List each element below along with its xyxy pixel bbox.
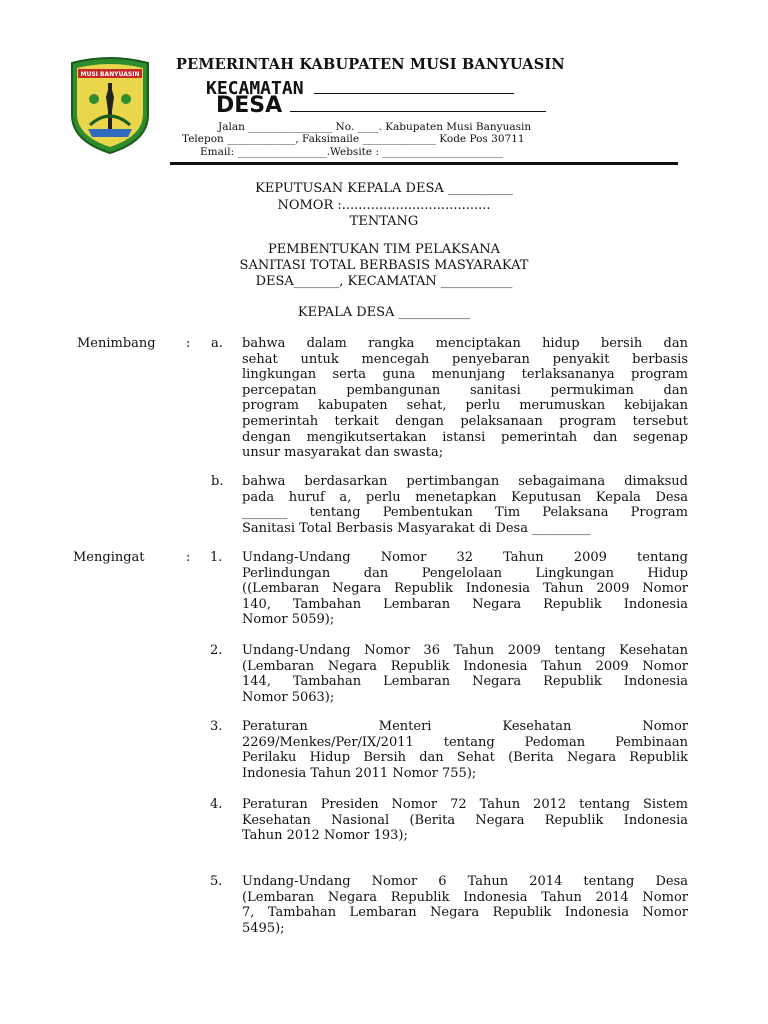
text-line: Sanitasi Total Berbasis Masyarakat di Desa _________ — [242, 520, 591, 536]
mengingat-item-4 — [242, 797, 688, 844]
district-label: KECAMATAN — [206, 78, 304, 99]
address-line: Jalan ________________ No. ____. Kabupaten Musi Banyuasin — [218, 121, 532, 133]
text-line: Peraturan Presiden Nomor 72 Tahun 2012 tentang Sistem — [242, 797, 688, 812]
mengingat-marker-3: 3. — [210, 719, 223, 734]
text-line: Tahun 2012 Nomor 193); — [242, 828, 408, 844]
letterhead-divider — [170, 162, 678, 165]
text-line: Nomor 5063); — [242, 689, 335, 705]
menimbang-colon: : — [186, 336, 191, 351]
menimbang-label: Menimbang — [77, 336, 156, 351]
text-line: Undang-Undang Nomor 36 Tahun 2009 tentang Kesehatan — [242, 643, 688, 658]
text-line: dengan mengikutsertakan istansi pemerintah dan segenap — [242, 429, 688, 445]
text-line: sehat untuk mencegah penyebaran penyakit berbasis — [242, 351, 688, 367]
decree-subject-line2: SANITASI TOTAL BERBASIS MASYARAKAT — [239, 258, 529, 273]
mengingat-item-5 — [242, 874, 688, 936]
text-line: Indonesia Tahun 2011 Nomor 755); — [242, 765, 477, 781]
decree-subject-line1: PEMBENTUKAN TIM PELAKSANA — [268, 242, 500, 257]
text-line: Perlindungan dan Pengelolaan Lingkungan Hidup — [242, 565, 688, 581]
text-line: pada huruf a, perlu menetapkan Keputusan Kepala Desa — [242, 489, 688, 505]
regency-logo — [68, 55, 152, 155]
text-line: 2269/Menkes/Per/IX/2011 tentang Pedoman Pembinaan — [242, 734, 688, 750]
decree-subject-line3: DESA_______, KECAMATAN ___________ — [255, 274, 513, 289]
text-line: program kabupaten sehat, perlu merumuskan kebijakan — [242, 398, 688, 414]
text-line: _______ tentang Pembentukan Tim Pelaksana Program — [242, 505, 688, 521]
village-blank — [290, 111, 546, 112]
mengingat-marker-5: 5. — [210, 874, 223, 889]
mengingat-item-3 — [242, 719, 688, 781]
email-line: Email: _________________.Website : _______________________ — [200, 146, 504, 158]
mengingat-item-2 — [242, 643, 688, 705]
text-line: bahwa dalam rangka menciptakan hidup bersih dan — [242, 336, 688, 351]
text-line: Nomor 5059); — [242, 612, 335, 628]
text-line: pemerintah terkait dengan pelaksanaan program tersebut — [242, 413, 688, 429]
decree-about: TENTANG — [349, 214, 419, 229]
text-line: Kesehatan Nasional (Berita Negara Republik Indonesia — [242, 812, 688, 828]
phone-line: Telepon _____________, Faksimaile ______________ Kode Pos 30711 — [182, 133, 525, 145]
menimbang-marker-b: b. — [211, 474, 224, 489]
mengingat-colon: : — [186, 550, 191, 565]
text-line: unsur masyarakat dan swasta; — [242, 445, 444, 461]
text-line: 140, Tambahan Lembaran Negara Republik Indonesia — [242, 596, 688, 612]
mengingat-label: Mengingat — [73, 550, 145, 565]
mengingat-marker-2: 2. — [210, 643, 223, 658]
text-line: percepatan pembangunan sanitasi permukiman dan — [242, 382, 688, 398]
text-line: lingkungan serta guna menunjang terlaksananya program — [242, 367, 688, 383]
logo-lettering: MUSI BANYUASIN — [80, 71, 140, 78]
text-line: bahwa berdasarkan pertimbangan sebagaimana dimaksud — [242, 474, 688, 489]
text-line: 144, Tambahan Lembaran Negara Republik Indonesia — [242, 674, 688, 690]
village-head-heading: KEPALA DESA ___________ — [297, 305, 471, 320]
menimbang-item-a — [242, 336, 688, 461]
decree-title: KEPUTUSAN KEPALA DESA __________ — [255, 181, 513, 196]
village-line — [216, 93, 546, 118]
text-line: ((Lembaran Negara Republik Indonesia Tahun 2009 Nomor — [242, 581, 688, 597]
mengingat-item-1 — [242, 550, 688, 628]
text-line: Undang-Undang Nomor 32 Tahun 2009 tentang — [242, 550, 688, 565]
menimbang-item-b — [242, 474, 688, 536]
menimbang-marker-a: a. — [211, 336, 223, 351]
text-line: (Lembaran Negara Republik Indonesia Tahun 2009 Nomor — [242, 658, 688, 674]
text-line: Perilaku Hidup Bersih dan Sehat (Berita Negara Republik — [242, 750, 688, 766]
decree-number: NOMOR :.................................... — [277, 198, 491, 213]
government-name: PEMERINTAH KABUPATEN MUSI BANYUASIN — [176, 56, 565, 73]
mengingat-marker-1: 1. — [210, 550, 223, 565]
text-line: (Lembaran Negara Republik Indonesia Tahun 2014 Nomor — [242, 889, 688, 905]
village-label: DESA — [216, 93, 283, 118]
text-line: 7, Tambahan Lembaran Negara Republik Indonesia Nomor — [242, 905, 688, 921]
text-line: Peraturan Menteri Kesehatan Nomor — [242, 719, 688, 734]
mengingat-marker-4: 4. — [210, 797, 223, 812]
text-line: 5495); — [242, 920, 285, 936]
text-line: Undang-Undang Nomor 6 Tahun 2014 tentang Desa — [242, 874, 688, 889]
